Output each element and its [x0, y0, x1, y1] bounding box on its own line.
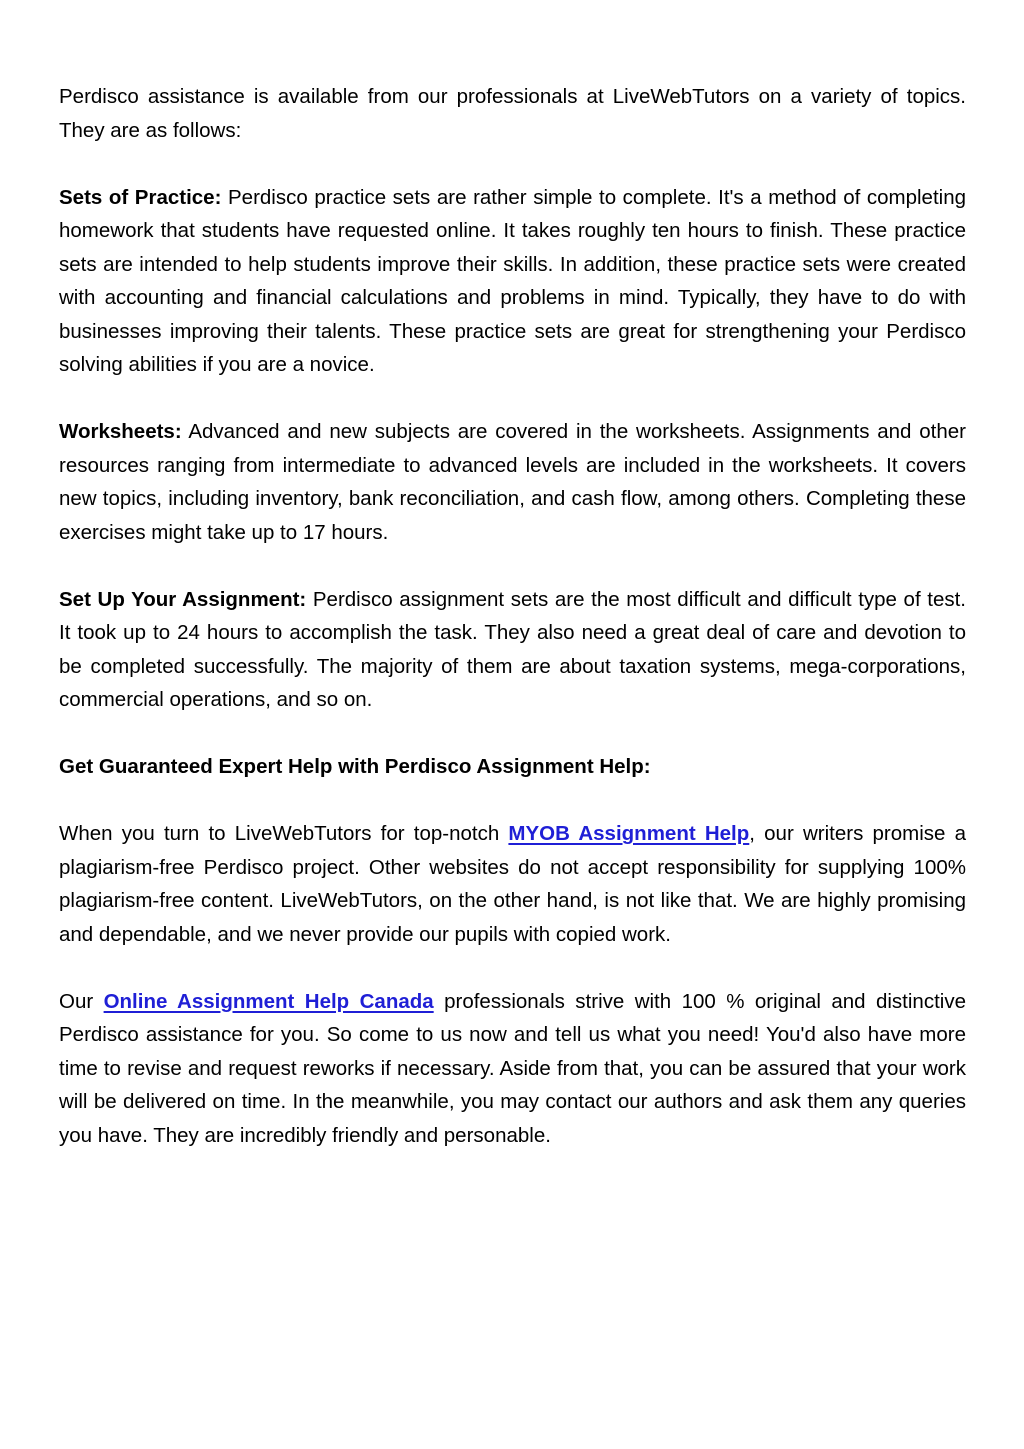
- document-page: [59, 80, 966, 1186]
- canada-text-before: Our: [59, 989, 104, 1013]
- online-assignment-help-canada-link[interactable]: Online Assignment Help Canada: [103, 989, 434, 1013]
- guarantee-heading: Get Guaranteed Expert Help with Perdisco Assignment Help:: [59, 755, 651, 778]
- myob-assignment-help-link[interactable]: MYOB Assignment Help: [508, 822, 750, 845]
- worksheets-heading: Worksheets:: [59, 420, 182, 443]
- practice-sets-heading: Sets of Practice:: [59, 185, 222, 209]
- myob-text-before: When you turn to LiveWebTutors for top-notch: [59, 822, 509, 845]
- myob-paragraph: [59, 817, 966, 951]
- intro-text: Perdisco assistance is available from our professionals at LiveWebTutors on a variety of topics. They are as follows:: [59, 85, 966, 142]
- assignment-paragraph: [59, 583, 966, 717]
- assignment-body: Perdisco assignment sets are the most difficult and difficult type of test. It took up to 24 hours to accomplish the task. They also need a great deal of care and devotion to be completed successfully. The majority of them are about taxation systems, mega-corporations, commercial operations, and so on.: [59, 587, 966, 711]
- canada-paragraph: [59, 985, 966, 1153]
- worksheets-paragraph: [59, 415, 966, 549]
- practice-sets-paragraph: [59, 181, 966, 382]
- practice-sets-body: Perdisco practice sets are rather simple to complete. It's a method of completing homework that students have requested online. It takes roughly ten hours to finish. These practice sets are intended to help students improve their skills. In addition, these practice sets were created with accounting and financial calculations and problems in mind. Typically, they have to do with businesses improving their talents. These practice sets are great for strengthening your Perdisco solving abilities if you are a novice.: [59, 185, 966, 376]
- intro-paragraph: [59, 80, 966, 147]
- myob-text-after: , our writers promise a plagiarism-free Perdisco project. Other websites do not accept responsibility for supplying 100% plagiarism-free content. LiveWebTutors, on the other hand, is not like that. We are highly promising and dependable, and we never provide our pupils with copied work.: [59, 822, 967, 946]
- assignment-heading: Set Up Your Assignment:: [59, 587, 307, 611]
- canada-text-after: professionals strive with 100 % original and distinctive Perdisco assistance for you. So come to us now and tell us what you need! You'd also have more time to revise and request reworks if necessary. Aside from that, you can be assured that your work will be delivered on time. In the meanwhile, you may contact our authors and ask them any queries you have. They are incredibly friendly and personable.: [59, 989, 966, 1147]
- worksheets-body: Advanced and new subjects are covered in the worksheets. Assignments and other resources ranging from intermediate to advanced levels are included in the worksheets. It covers new topics, including inventory, bank reconciliation, and cash flow, among others. Completing these exercises might take up to 17 hours.: [59, 420, 966, 544]
